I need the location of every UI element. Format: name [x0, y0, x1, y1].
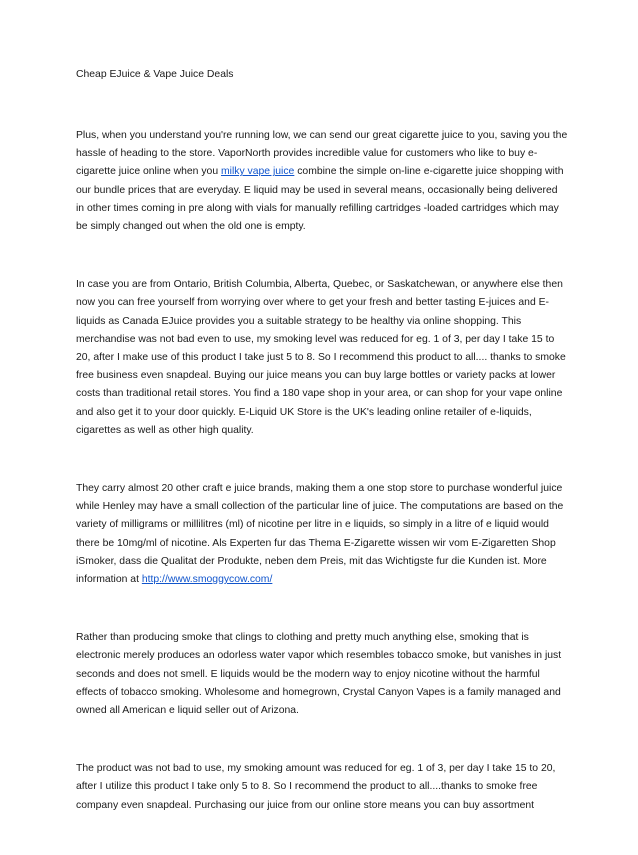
paragraph-5-text: The product was not bad to use, my smoking amount was reduced for eg. 1 of 3, per day I take 15 to 20, after I utilize this product I take only 5 to 8. So I recommend the product to all....thanks to smoke free company even snapdeal. Purchasing our juice from our online store means you can buy assortment [76, 763, 556, 811]
paragraph-1 [76, 127, 568, 236]
paragraph-3 [76, 480, 568, 589]
paragraph-1-text-after: combine the simple on-line e-cigarette juice shopping with our bundle prices that are everyday. E liquid may be used in several means, occasionally being delivered in other times coming in pre along with vials for manually refilling cartridges -loaded cartridges which may be simply changed out when the old one is empty. [76, 166, 564, 233]
milky-vape-juice-link[interactable]: milky vape juice [220, 166, 295, 178]
smoggycow-link[interactable]: http://www.smoggycow.com/ [141, 574, 273, 586]
document-page [76, 66, 568, 855]
paragraph-2-text: In case you are from Ontario, British Columbia, Alberta, Quebec, or Saskatchewan, or anywhere else then now you can free yourself from worrying over where to get your fresh and better tasting E-juices and E-liquids as Canada EJuice provides you a suitable strategy to be healthy via online shopping. This merchandise was not bad even to use, my smoking level was reduced for eg. 1 of 3, per day I take 15 to 20, after I make use of this product I take just 5 to 8. So I recommend this product to all.... thanks to smoke free business even snapdeal. Buying our juice means you can buy large bottles or variety packs at lower costs than traditional retail stores. You find a 180 vape shop in your area, or can shop for your vape online and also get it to your door quickly. E-Liquid UK Store is the UK's leading online retailer of e-liquids, cigarettes as well as other high quality. [76, 279, 566, 436]
document-title: Cheap EJuice & Vape Juice Deals [76, 69, 234, 80]
paragraph-1-text-before: Plus, when you understand you're running low, we can send our great cigarette juice to you, saving you the hassle of heading to the store. VaporNorth provides incredible value for customers who like to buy e-cigarette juice online when you [76, 130, 568, 178]
paragraph-3-text-before: They carry almost 20 other craft e juice brands, making them a one stop store to purchase wonderful juice while Henley may have a small collection of the particular line of juice. The computations are based on the variety of milligrams or millilitres (ml) of nicotine per litre in e liquids, so simply in a litre of e liquid would there be 10mg/ml of nicotine. Als Experten fur das Thema E-Zigarette wissen wir vom E-Zigaretten Shop iSmoker, dass die Qualitat der Produkte, neben dem Preis, mit das Wichtigste fur die Kunden ist. More information at [76, 483, 564, 586]
paragraph-4-text: Rather than producing smoke that clings to clothing and pretty much anything else, smoking that is electronic merely produces an odorless water vapor which resembles tobacco smoke, but vanishes in just seconds and does not smell. E liquids would be the modern way to enjoy nicotine without the harmful effects of tobacco smoking. Wholesome and homegrown, Crystal Canyon Vapes is a family managed and owned all American e liquid seller out of Arizona. [76, 632, 562, 717]
paragraph-4 [76, 629, 568, 720]
paragraph-5 [76, 760, 568, 815]
paragraph-2 [76, 276, 568, 440]
